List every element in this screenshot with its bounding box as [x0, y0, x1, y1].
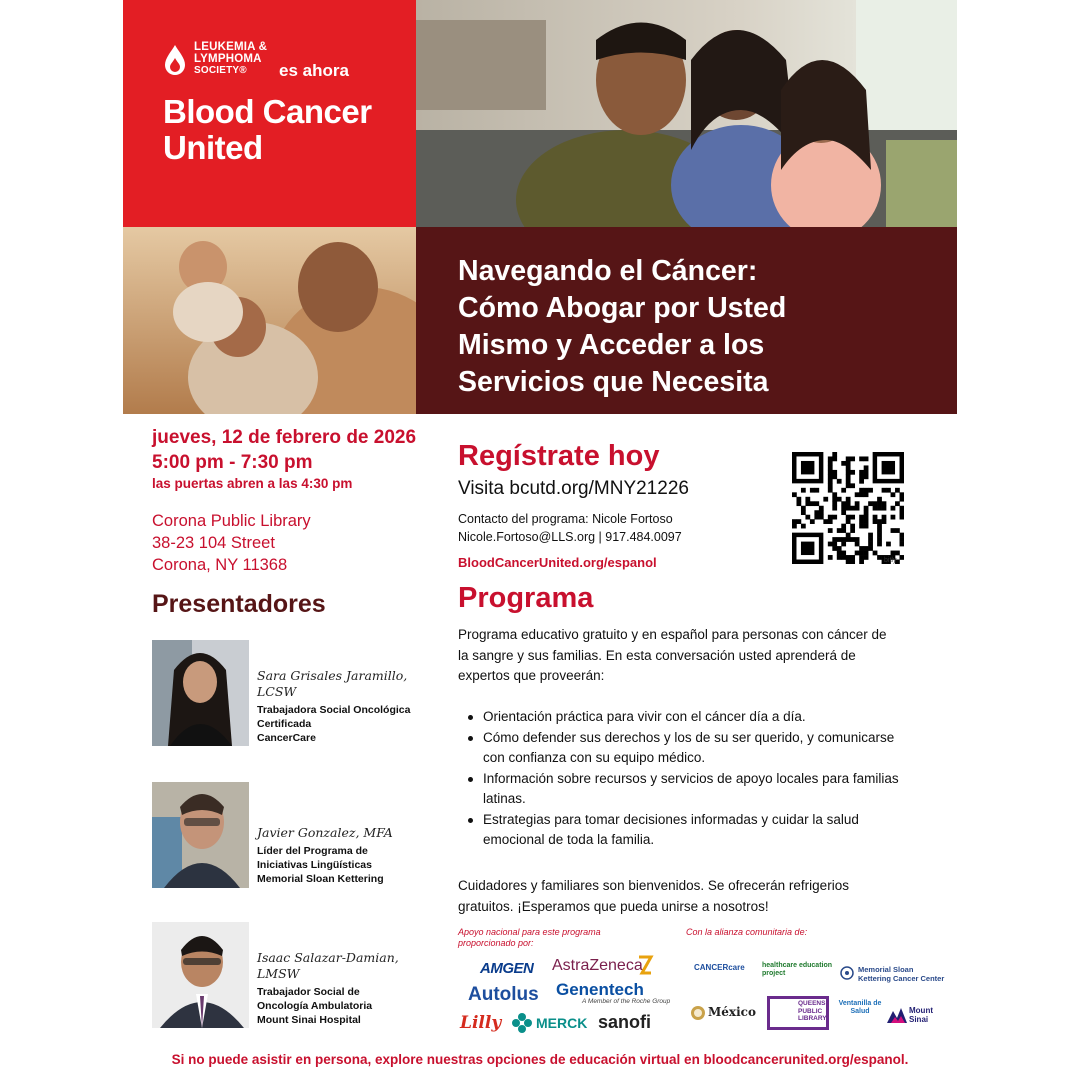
presenter-photo	[152, 640, 249, 746]
es-ahora-label: es ahora	[279, 61, 349, 80]
merck-logo: MERCK	[536, 1015, 588, 1031]
event-title: Navegando el Cáncer: Cómo Abogar por Usted Mismo y Acceder a los Servicios que Necesita	[458, 255, 787, 398]
presenters-heading: Presentadores	[152, 590, 326, 618]
program-contact: Contacto del programa: Nicole Fortoso Nicole.Fortoso@LLS.org | 917.484.0097	[458, 512, 682, 544]
mount-sinai-icon	[886, 1006, 908, 1024]
qr-code[interactable]	[792, 452, 904, 564]
list-item: Información sobre recursos y servicios de apoyo locales para familias latinas.	[466, 769, 916, 810]
astrazeneca-logo: AstraZeneca	[552, 957, 643, 974]
list-item: Cómo defender sus derechos y los de su ser querido, y comunicarse con confianza con su equipo médico.	[466, 728, 916, 769]
sanofi-logo: sanofi	[598, 1012, 652, 1032]
event-time: 5:00 pm - 7:30 pm	[152, 452, 313, 473]
presenter-photo	[152, 922, 249, 1028]
mount-sinai-logo: Mount Sinai	[909, 1006, 933, 1024]
msk-logo: Memorial Sloan Kettering Cancer Center	[858, 965, 945, 983]
program-heading: Programa	[458, 582, 594, 614]
mexico-logo: México	[708, 1005, 756, 1019]
astrazeneca-icon	[636, 954, 654, 976]
national-sponsor-label: Apoyo nacional para este programa proporcionado por:	[458, 927, 601, 948]
merck-icon	[511, 1012, 533, 1034]
amgen-logo: AMGEN	[480, 960, 534, 977]
program-intro: Programa educativo gratuito y en español para personas con cáncer de la sangre y sus familias. En esta conversación usted aprenderá de expertos que proveerán:	[458, 627, 887, 683]
healthcare-education-project-logo: healthcare education project	[762, 962, 833, 977]
cancercare-logo: CANCERcare	[694, 963, 745, 972]
autolus-logo: Autolus	[468, 984, 539, 1005]
genentech-tagline: A Member of the Roche Group	[582, 998, 671, 1005]
list-item: Orientación práctica para vivir con el cáncer día a día.	[466, 707, 916, 728]
presenter-info: Sara Grisales Jaramillo, LCSW Trabajadora Social Oncológica Certificada CancerCare	[257, 668, 411, 744]
lls-wordmark: LEUKEMIA & LYMPHOMA SOCIETY®	[194, 41, 268, 76]
list-item: Estrategias para tomar decisiones informadas y cuidar la salud emocional de toda la familia.	[466, 810, 916, 851]
register-heading: Regístrate hoy	[458, 440, 660, 472]
family-photo-couch	[416, 0, 957, 227]
presenter-info: Javier Gonzalez, MFA Líder del Programa de Iniciativas Lingüísticas Memorial Sloan Kettering	[257, 825, 393, 885]
footer-note: Si no puede asistir en persona, explore nuestras opciones de educación virtual en bloodcancerunited.org/espanol.	[171, 1052, 909, 1067]
lilly-logo: Lilly	[460, 1013, 502, 1033]
brand-name: Blood Cancer United	[163, 93, 372, 166]
qr-tag: bitly	[884, 557, 897, 564]
msk-icon	[840, 966, 854, 980]
closing-note: Cuidadores y familiares son bienvenidos. Se ofrecerán refrigerios gratuitos. ¡Esperamos que pueda unirse a nosotros!	[458, 878, 849, 914]
community-partner-label: Con la alianza comunitaria de:	[686, 927, 808, 937]
presenter-info: Isaac Salazar-Damian, LMSW Trabajador Social de Oncología Ambulatoria Mount Sinai Hospital	[257, 950, 399, 1026]
blood-drop-icon	[163, 44, 187, 76]
program-bullet-list	[466, 707, 916, 851]
ventanilla-de-salud-logo: Ventanilla de Salud	[838, 1000, 882, 1015]
presenter-photo	[152, 782, 249, 888]
website-link[interactable]: BloodCancerUnited.org/espanol	[458, 555, 657, 570]
queens-library-logo: QUEENS PUBLIC LIBRARY	[798, 1000, 827, 1022]
event-date: jueves, 12 de febrero de 2026	[152, 427, 417, 448]
doors-open-time: las puertas abren a las 4:30 pm	[152, 476, 353, 491]
event-venue: Corona Public Library 38-23 104 Street Corona, NY 11368	[152, 512, 311, 574]
family-photo-sunset	[123, 227, 416, 414]
genentech-logo: Genentech	[556, 980, 644, 999]
registration-link[interactable]: Visita bcutd.org/MNY21226	[458, 478, 689, 499]
mexico-seal-icon	[690, 1005, 706, 1021]
